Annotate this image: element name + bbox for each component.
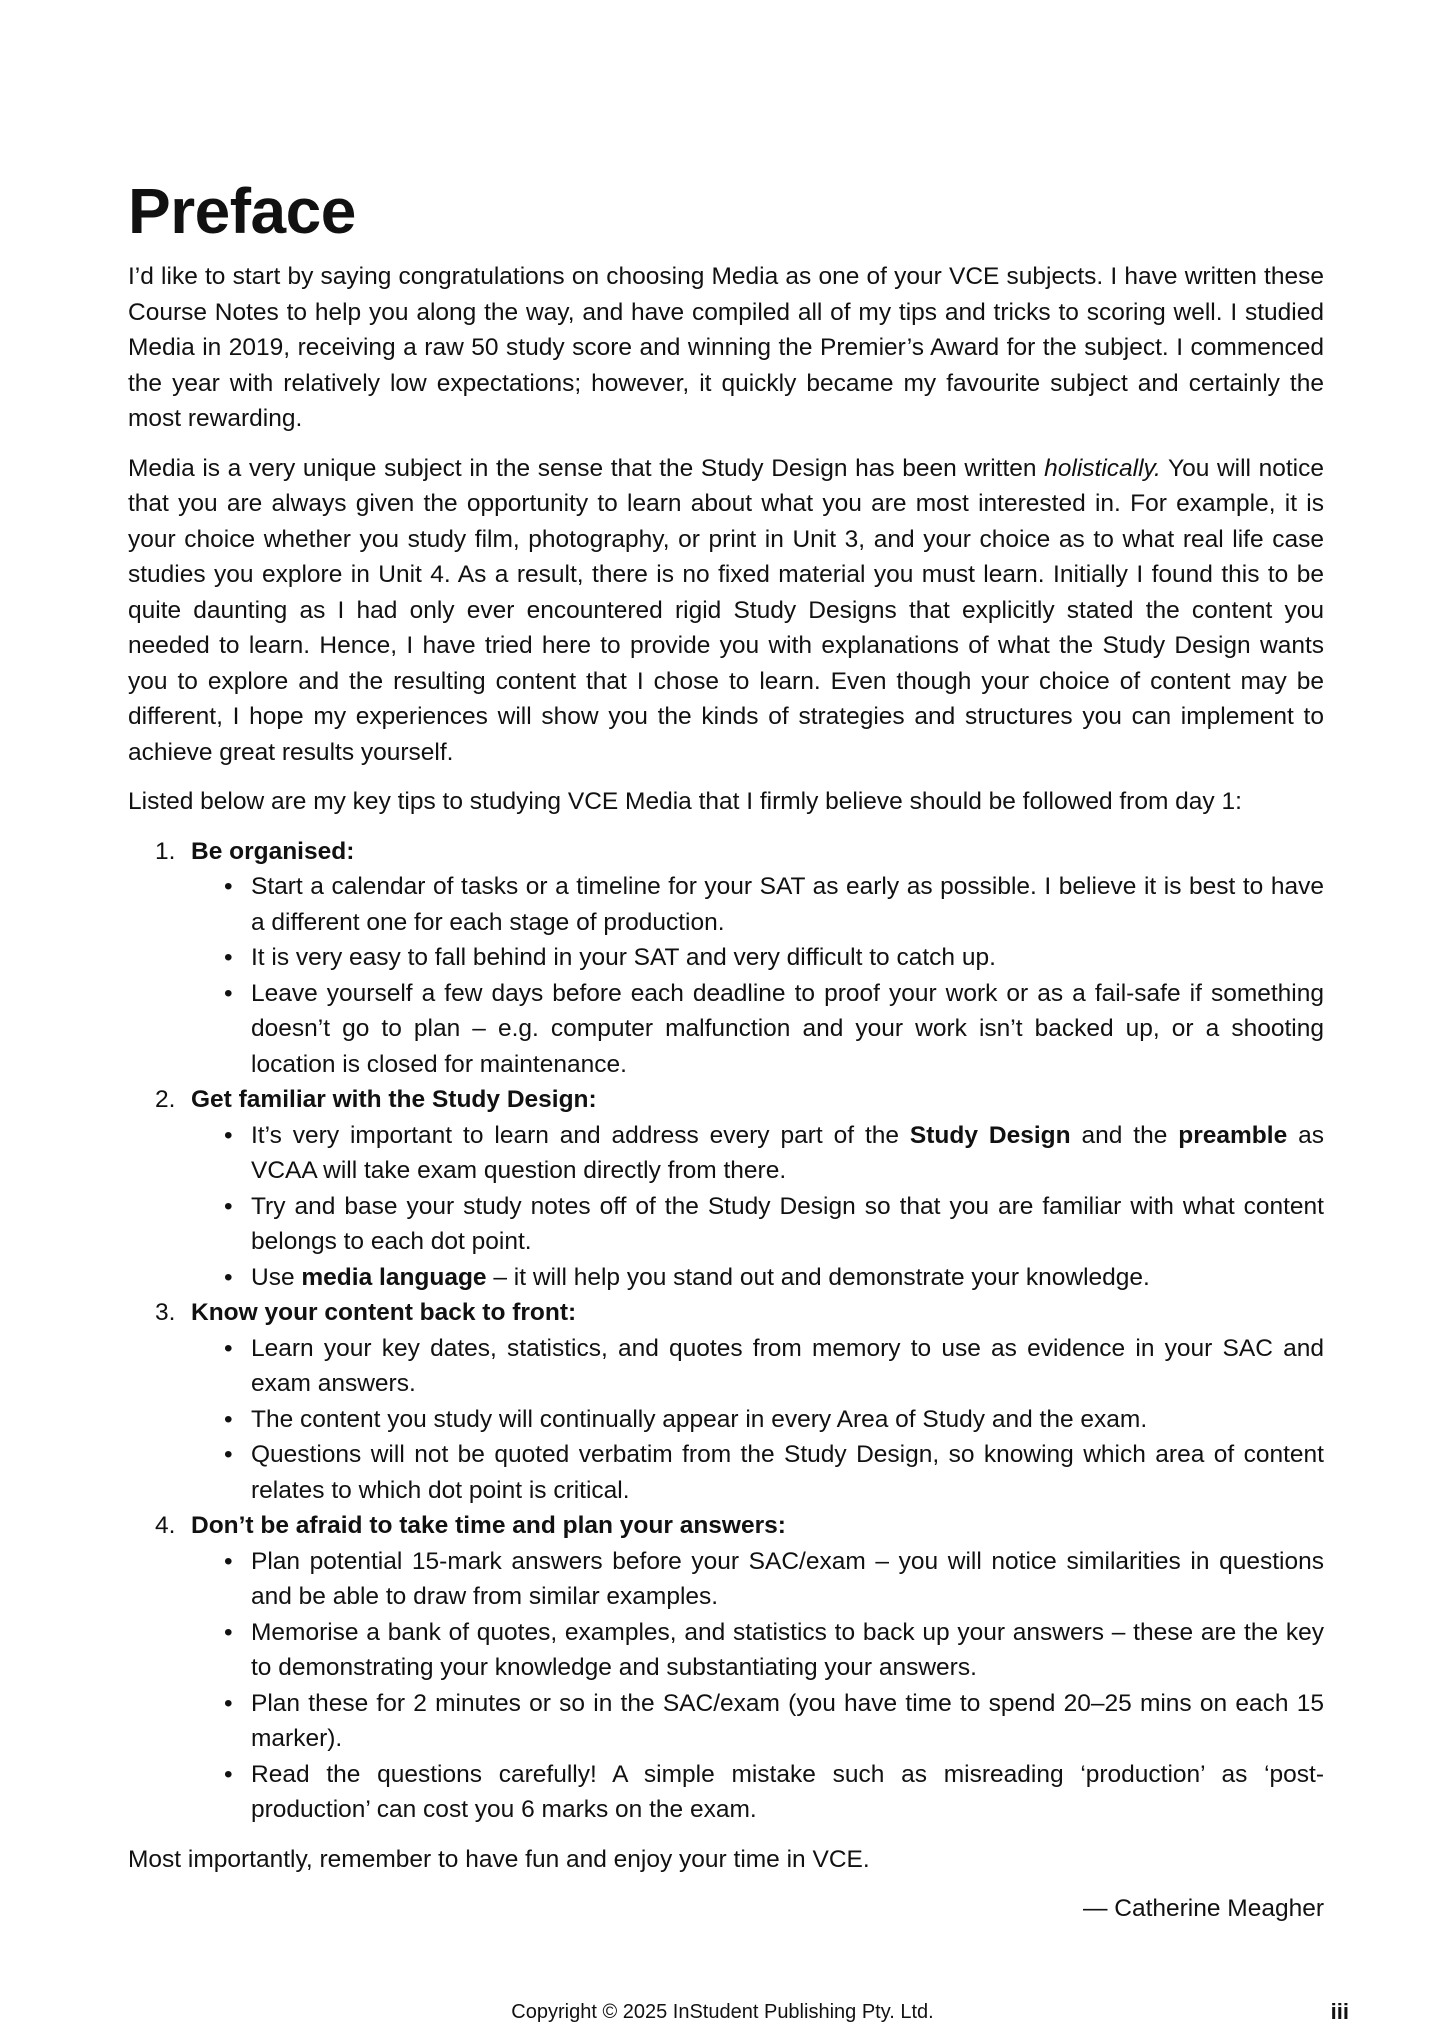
copyright-notice: Copyright © 2025 InStudent Publishing Pty. Ltd. — [511, 2001, 934, 2023]
bullet-point: • Questions will not be quoted verbatim from the Study Design, so knowing which area of content relates to which dot point is critical. — [191, 1437, 1324, 1508]
tip-title: Know your content back to front: — [191, 1299, 577, 1327]
preface-page — [128, 175, 1324, 1927]
tip-item — [128, 1295, 1324, 1508]
tip-points — [191, 869, 1324, 1082]
bullet-point: • Start a calendar of tasks or a timeline for your SAT as early as possible. I believe it is best to have a different one for each stage of production. — [191, 869, 1324, 940]
bullet-point — [191, 1118, 1324, 1189]
tip-item — [128, 1082, 1324, 1295]
intro-paragraph: I’d like to start by saying congratulations on choosing Media as one of your VCE subjects. I have written these Course Notes to help you along the way, and have compiled all of my tips and tricks to scoring well. I studied Media in 2019, receiving a raw 50 study score and winning the Premier’s Award for the subject. I commenced the year with relatively low expectations; however, it quickly became my favourite subject and certainly the most rewarding. — [128, 263, 1324, 433]
tips-intro: Listed below are my key tips to studying VCE Media that I firmly believe should be followed from day 1: — [128, 788, 1242, 816]
page-title: Preface — [128, 175, 356, 247]
tip-title: Be organised: — [191, 837, 355, 865]
bullet-text: It’s very important to learn and address every part of the — [251, 1121, 910, 1149]
bullet-point: • Learn your key dates, statistics, and quotes from memory to use as evidence in your SAC and exam answers. — [191, 1331, 1324, 1402]
bold-term: Study Design — [909, 1121, 1071, 1149]
study-design-paragraph — [128, 451, 1324, 771]
bullet-text: as VCAA will take exam question directly from there. — [251, 1121, 1324, 1185]
tip-points — [191, 1331, 1324, 1509]
bullet-point: • Read the questions carefully! A simple mistake such as misreading ‘production’ as ‘post-production’ can cost you 6 marks on the exam. — [191, 1757, 1324, 1828]
tips-list — [128, 834, 1324, 1828]
author-signoff: — Catherine Meagher — [1082, 1895, 1324, 1923]
bold-term: preamble — [1178, 1121, 1288, 1149]
bullet-text: and the — [1070, 1121, 1179, 1149]
bullet-point: • Leave yourself a few days before each deadline to proof your work or as a fail-safe if something doesn’t go to plan – e.g. computer malfunction and your work isn’t backed up, or a shooting location is closed for maintenance. — [191, 976, 1324, 1083]
tip-title: Get familiar with the Study Design: — [191, 1086, 597, 1114]
bold-term: media language — [301, 1263, 487, 1291]
bullet-point: • It is very easy to fall behind in your SAT and very difficult to catch up. — [191, 940, 1324, 976]
tip-number: 2. — [155, 1086, 176, 1114]
closing-paragraph: Most importantly, remember to have fun and enjoy your time in VCE. — [128, 1845, 870, 1873]
tip-item — [128, 834, 1324, 1083]
bullet-point: • Plan these for 2 minutes or so in the SAC/exam (you have time to spend 20–25 mins on each 15 marker). — [191, 1686, 1324, 1757]
tip-item — [128, 1508, 1324, 1828]
bullet-point: • Try and base your study notes off of the Study Design so that you are familiar with what content belongs to each dot point. — [191, 1189, 1324, 1260]
tip-points — [191, 1118, 1324, 1296]
tip-number: 1. — [155, 837, 176, 865]
tip-title: Don’t be afraid to take time and plan your answers: — [191, 1512, 786, 1540]
bullet-point: • Plan potential 15-mark answers before your SAC/exam – you will notice similarities in questions and be able to draw from similar examples. — [191, 1544, 1324, 1615]
bullet-point: • The content you study will continually appear in every Area of Study and the exam. — [191, 1402, 1324, 1438]
bullet-point: • Memorise a bank of quotes, examples, and statistics to back up your answers – these are the key to demonstrating your knowledge and substantiating your answers. — [191, 1615, 1324, 1686]
bullet-text: Use — [251, 1263, 302, 1291]
tip-points — [191, 1544, 1324, 1828]
bullet-text: – it will help you stand out and demonstrate your knowledge. — [486, 1263, 1150, 1291]
paragraph-text: Media is a very unique subject in the sense that the Study Design has been written — [128, 454, 1045, 482]
bullet-point — [191, 1260, 1324, 1296]
paragraph-text: You will notice that you are always given the opportunity to learn about what you are most interested in. For example, it is your choice whether you study film, photography, or print in Unit 3, and your choice as to what real life case studies you explore in Unit 4. As a result, there is no fixed material you must learn. Initially I found this to be quite daunting as I had only ever encountered rigid Study Designs that explicitly stated the content you needed to learn. Hence, I have tried here to provide you with explanations of what the Study Design wants you to explore and the resulting content that I chose to learn. Even though your choice of content may be different, I hope my experiences will show you the kinds of strategies and structures you can implement to achieve great results yourself. — [128, 454, 1324, 766]
tip-number: 3. — [155, 1299, 176, 1327]
tip-number: 4. — [155, 1512, 176, 1540]
italic-emphasis: holistically. — [1044, 454, 1161, 482]
page-number: iii — [1330, 1999, 1349, 2024]
